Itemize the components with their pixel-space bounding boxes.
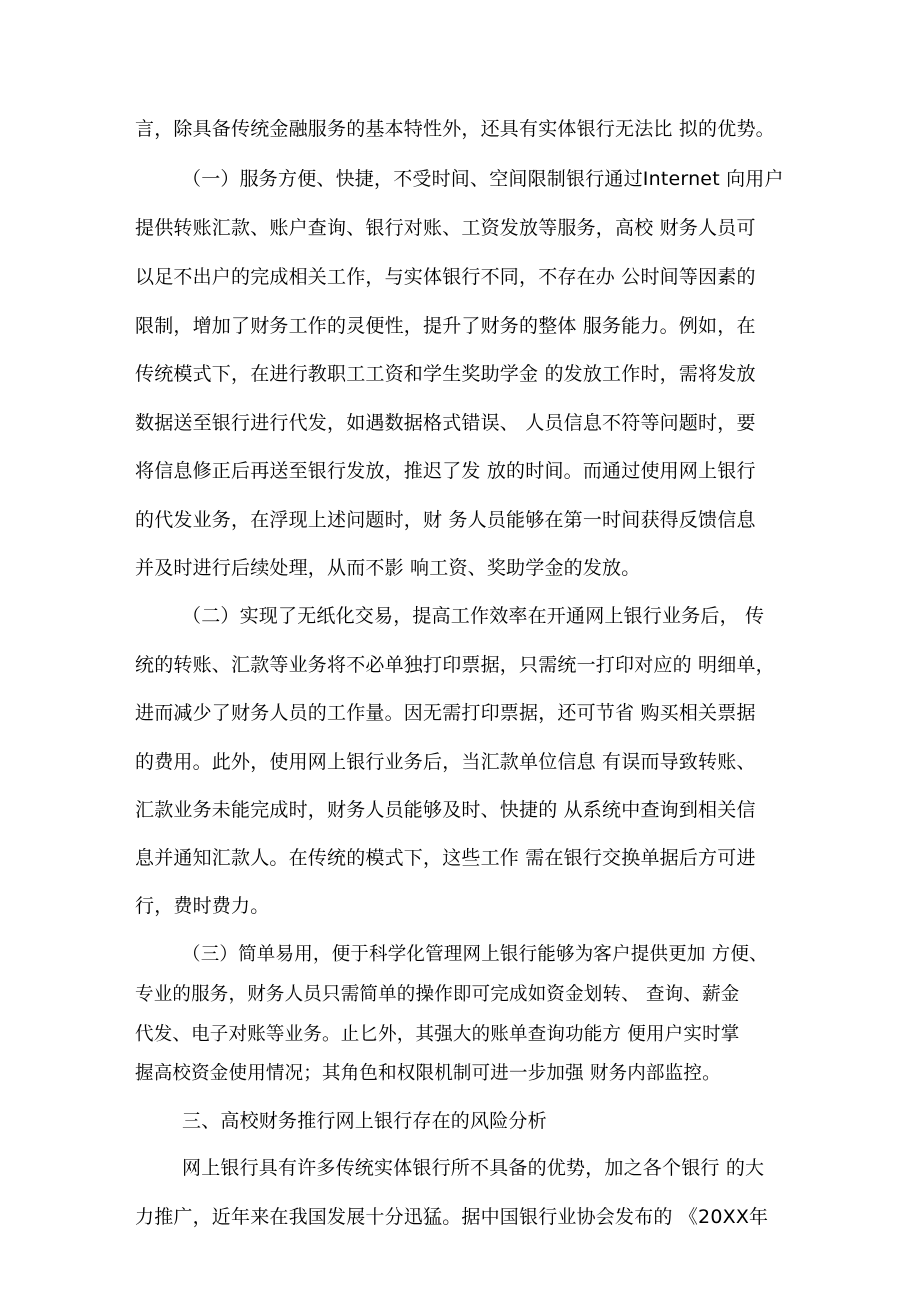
text-line: 提供转账汇款、账户查询、银行对账、工资发放等服务，高校 财务人员可 — [135, 217, 756, 239]
text-line: 统的转账、汇款等业务将不必单独打印票据，只需统一打印对应的 明细单， — [135, 654, 775, 676]
text-line: 以足不出户的完成相关工作，与实体银行不同，不存在办 公时间等因素的 — [135, 266, 756, 288]
text-line: 将信息修正后再送至银行发放，推迟了发 放的时间。而通过使用网上银行 — [135, 460, 756, 482]
text-line: 传统模式下，在进行教职工工资和学生奖助学金 的发放工作时，需将发放 — [135, 363, 756, 385]
text-line: 代发、电子对账等业务。止匕外，其强大的账单查询功能方 便用户实时掌 — [135, 1024, 740, 1045]
text-line: 网上银行具有许多传统实体银行所不具备的优势，加之各个银行 的大 — [182, 1157, 765, 1179]
text-line: 息并通知汇款人。在传统的模式下，这些工作 需在银行交换单据后方可进 — [135, 847, 756, 869]
text-line: 力推广，近年来在我国发展十分迅猛。据中国银行业协会发布的 《20XX年 — [135, 1206, 769, 1228]
text-line: 的代发业务，在浮现上述问题时，财 务人员能够在第一时间获得反馈信息 — [135, 509, 756, 531]
text-line: 数据送至银行进行代发，如遇数据格式错误、 人员信息不符等问题时，要 — [135, 412, 756, 434]
text-line: 行，费时费力。 — [135, 895, 270, 917]
text-line: 言，除具备传统金融服务的基本特性外，还具有实体银行无法比 拟的优势。 — [135, 118, 775, 140]
text-line: 握高校资金使用情况；其角色和权限机制可进一步加强 财务内部监控。 — [135, 1063, 721, 1084]
text-line: 专业的服务，财务人员只需简单的操作即可完成如资金划转、 查询、薪金 — [135, 984, 740, 1005]
text-line: 并及时进行后续处理，从而不影 响工资、奖助学金的发放。 — [135, 557, 641, 579]
section-heading: 三、高校财务推行网上银行存在的风险分析 — [182, 1110, 547, 1132]
text-line: 进而减少了财务人员的工作量。因无需打印票据，还可节省 购买相关票据 — [135, 702, 756, 724]
text-line: （三）简单易用，便于科学化管理网上银行能够为客户提供更加 方便、 — [182, 944, 768, 965]
text-line: 的费用。此外，使用网上银行业务后，当汇款单位信息 有误而导致转账、 — [135, 751, 756, 773]
text-line: 限制，增加了财务工作的灵便性，提升了财务的整体 服务能力。例如，在 — [135, 315, 756, 337]
text-line: （一）服务方便、快捷，不受时间、空间限制银行通过Internet 向用户 — [182, 168, 784, 190]
text-line: 汇款业务未能完成时，财务人员能够及时、快捷的 从系统中查询到相关信 — [135, 799, 756, 821]
text-line: （二）实现了无纸化交易，提高工作效率在开通网上银行业务后， 传 — [182, 605, 765, 627]
